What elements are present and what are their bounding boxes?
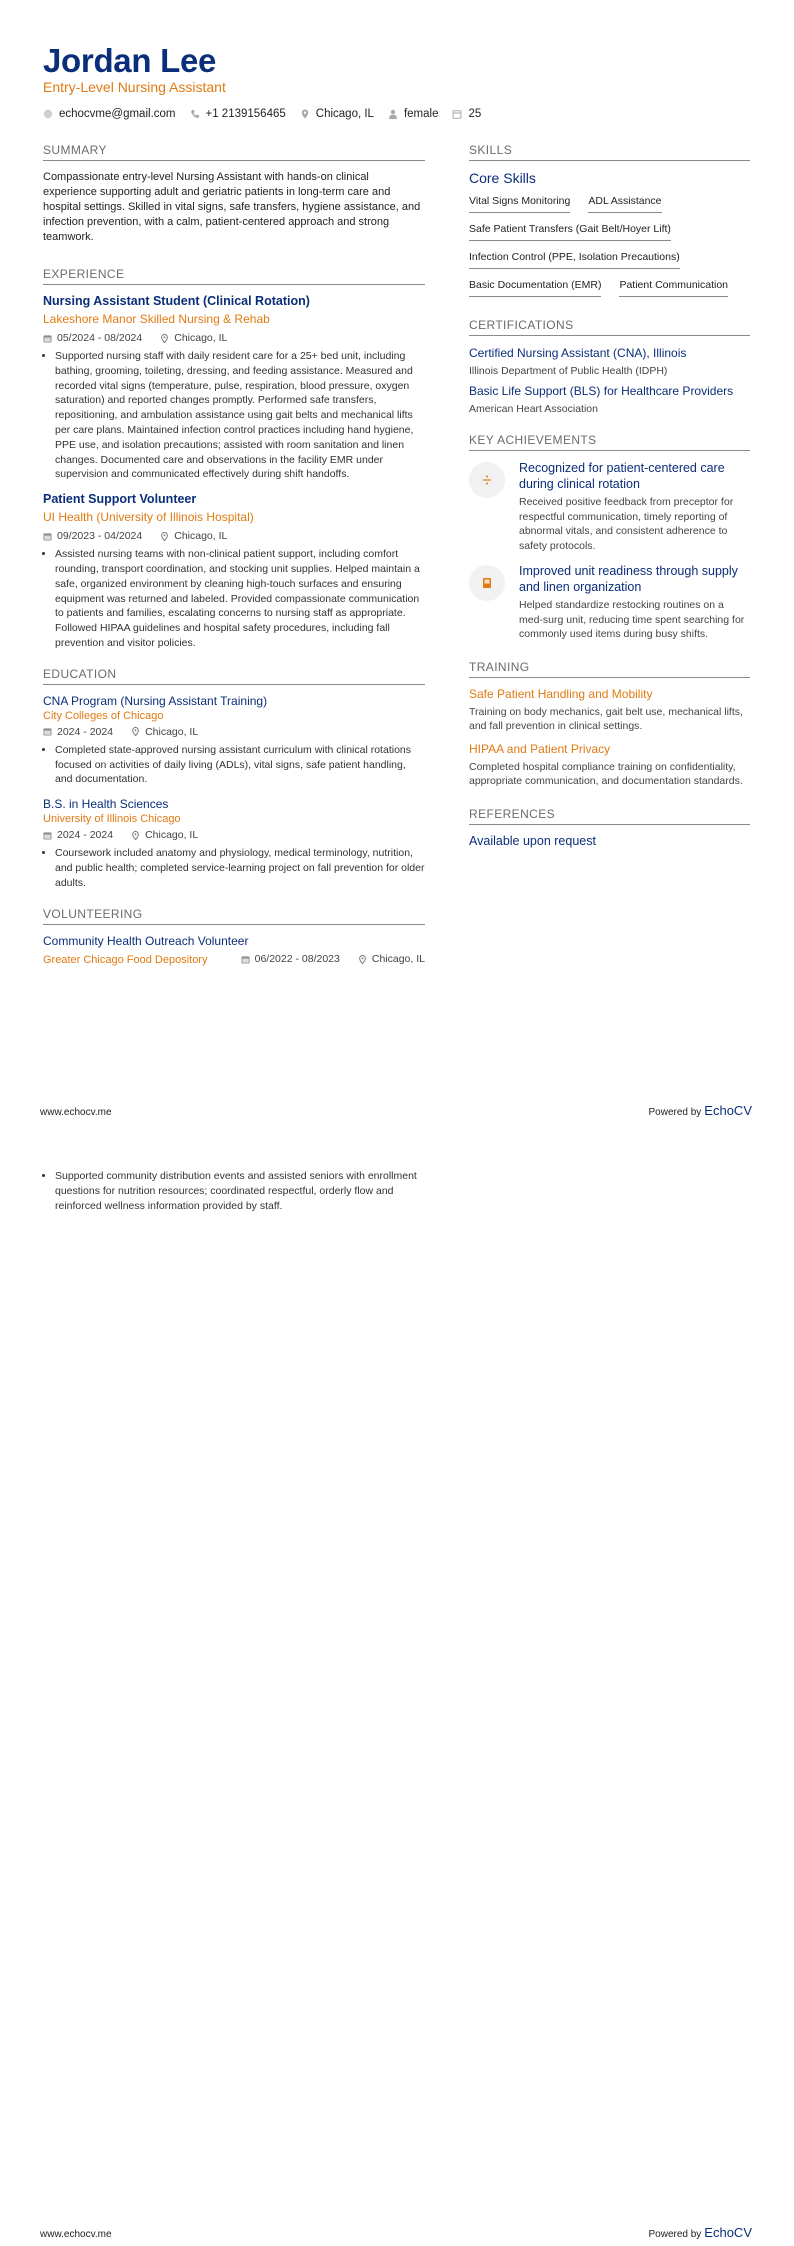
training-item xyxy=(469,742,750,789)
edu-degree: CNA Program (Nursing Assistant Training) xyxy=(43,693,268,708)
edu-bullet: • Coursework included anatomy and physiology, medical terminology, nutrition, and public health; completed service-learning project on fall prevention for older adults. xyxy=(55,846,425,890)
achievement-desc: Received positive feedback from preceptor for respectful communication, timely reporting of abnormal vitals, and consistent adherence to safety protocols. xyxy=(519,496,734,552)
edu-school: University of Illinois Chicago xyxy=(43,813,181,826)
skill-tag: Vital Signs Monitoring xyxy=(469,192,570,213)
summary-heading: SUMMARY xyxy=(43,143,425,161)
volunteer-meta xyxy=(241,953,425,965)
calendar-icon xyxy=(43,831,52,840)
achievement-body xyxy=(519,563,750,642)
location-icon xyxy=(160,334,169,343)
candidate-name: Jordan Lee xyxy=(43,42,217,79)
job-dates: 09/2023 - 04/2024 xyxy=(43,530,142,542)
training-desc: Training on body mechanics, gait belt use, mechanical lifts, and fall prevention in clinical settings. xyxy=(469,705,743,732)
right-column xyxy=(469,143,750,848)
job-org: Lakeshore Manor Skilled Nursing & Rehab xyxy=(43,312,270,326)
skill-tag: Safe Patient Transfers (Gait Belt/Hoyer Lift) xyxy=(469,220,671,241)
left-column xyxy=(43,143,425,978)
job-role: Patient Support Volunteer xyxy=(43,492,197,507)
volunteer-bullets xyxy=(43,1169,425,1213)
education-entry xyxy=(43,694,425,787)
experience-entry xyxy=(43,492,425,651)
contact-gender: female xyxy=(388,108,439,120)
summary-text: Compassionate entry-level Nursing Assistant with hands-on clinical experience supporting adult and geriatric patients in long-term care and hospital settings. Skilled in vital signs, safe transfers, hygiene assistance, and infection prevention, with a calm, patient-centered approach and strong teamwork. xyxy=(43,171,421,243)
job-dates: 05/2024 - 08/2024 xyxy=(43,332,142,344)
location-icon xyxy=(131,831,140,840)
references-text: Available upon request xyxy=(469,833,596,848)
job-bullets xyxy=(43,349,425,482)
cert-issuer: American Heart Association xyxy=(469,403,598,415)
training-title: Safe Patient Handling and Mobility xyxy=(469,686,653,701)
volunteer-bullet: • Supported community distribution events and assisted seniors with enrollment questions for nutrition resources; coordinated respectful, orderly flow and reinforced wellness information provided by staff. xyxy=(55,1169,425,1213)
job-org: UI Health (University of Illinois Hospital) xyxy=(43,510,254,525)
footer-site-link[interactable]: www.echocv.me xyxy=(40,2229,112,2240)
calendar-icon xyxy=(452,109,462,119)
phone-icon xyxy=(190,109,200,119)
candidate-title: Entry-Level Nursing Assistant xyxy=(43,79,226,95)
location-icon xyxy=(131,727,140,736)
skills-heading: SKILLS xyxy=(469,143,750,161)
education-entry xyxy=(43,797,425,890)
job-bullet: • Assisted nursing teams with non-clinical patient support, including comfort rounding, transport coordination, and stocking unit supplies. Helped maintain a safe, organized environment by cleaning high-touch surfaces and ensuring equipment was returned and labeled. Provided compassionate communication to patients and families, escalating concerns to nursing staff as appropriate. Followed HIPAA guidelines and hospital safety procedures, including fall prevention and visitor policies. xyxy=(55,547,425,651)
volunteer-row xyxy=(43,951,425,968)
achievement-item xyxy=(469,460,750,553)
experience-entry xyxy=(43,294,425,482)
page-footer xyxy=(40,1103,752,1118)
volunteer-dates: 06/2022 - 08/2023 xyxy=(241,953,340,965)
edu-location: Chicago, IL xyxy=(131,829,198,841)
footer-powered: Powered by EchoCV xyxy=(648,1103,752,1118)
edu-degree: B.S. in Health Sciences xyxy=(43,797,169,812)
job-meta xyxy=(43,332,425,344)
calendar-icon xyxy=(241,955,250,964)
skills-list xyxy=(469,192,750,304)
job-bullet: • Supported nursing staff with daily resident care for a 25+ bed unit, including bathing, grooming, toileting, dressing, and feeding assistance. Measured and recorded vital signs (temperature, pulse, respiration, blood pressure, oxygen saturation) and reported changes promptly. Performed safe transfers, repositioning, and ambulation assistance using gait belts and mechanical lifts per care plans. Maintained infection control practices including hand hygiene, PPE use, and isolation precautions; assisted with room sanitation and linen changes. Documented care and observations in the facility EMR under supervision and communicated effectively during shift handoffs. xyxy=(55,349,425,482)
job-role: Nursing Assistant Student (Clinical Rotation) xyxy=(43,294,310,308)
edu-meta xyxy=(43,726,425,738)
footer-brand-logo[interactable]: EchoCV xyxy=(704,1103,752,1118)
achievement-body xyxy=(519,460,750,553)
contact-email[interactable]: echocvme@gmail.com xyxy=(43,108,176,120)
education-heading: EDUCATION xyxy=(43,667,425,685)
calendar-icon xyxy=(43,334,52,343)
volunteer-role: Community Health Outreach Volunteer xyxy=(43,933,249,948)
contact-phone[interactable]: +1 2139156465 xyxy=(190,108,286,120)
divide-icon xyxy=(469,462,505,498)
volunteer-org: Greater Chicago Food Depository xyxy=(43,953,208,966)
references-heading: REFERENCES xyxy=(469,807,750,825)
achievement-title: Recognized for patient-centered care during clinical rotation xyxy=(519,461,725,491)
job-location: Chicago, IL xyxy=(160,332,227,344)
contact-location: Chicago, IL xyxy=(300,108,374,120)
training-desc: Completed hospital compliance training on confidentiality, appropriate communication, and documentation standards. xyxy=(469,760,743,787)
job-location: Chicago, IL xyxy=(160,530,227,542)
edu-bullet: • Completed state-approved nursing assistant curriculum with clinical rotations focused on activities of daily living (ADLs), vital signs, safe patient handling, and documentation. xyxy=(55,743,425,787)
location-icon xyxy=(358,955,367,964)
achievement-title: Improved unit readiness through supply and linen organization xyxy=(519,564,738,594)
volunteering-heading: VOLUNTEERING xyxy=(43,907,425,925)
edu-dates: 2024 - 2024 xyxy=(43,726,113,738)
training-title: HIPAA and Patient Privacy xyxy=(469,741,611,756)
location-icon xyxy=(160,532,169,541)
cert-name: Certified Nursing Assistant (CNA), Illinois xyxy=(469,346,687,360)
footer-site-link[interactable]: www.echocv.me xyxy=(40,1107,112,1118)
job-bullets xyxy=(43,547,425,651)
edu-dates: 2024 - 2024 xyxy=(43,829,113,841)
contact-bar xyxy=(43,108,495,120)
achievement-item xyxy=(469,563,750,642)
training-item xyxy=(469,687,750,734)
volunteering-entry xyxy=(43,934,425,968)
certification-item xyxy=(469,345,750,377)
skill-tag: Infection Control (PPE, Isolation Precautions) xyxy=(469,248,680,269)
certifications-heading: CERTIFICATIONS xyxy=(469,318,750,336)
contact-age: 25 xyxy=(452,108,481,120)
person-icon xyxy=(388,109,398,119)
cert-issuer: Illinois Department of Public Health (IDPH) xyxy=(469,365,668,377)
footer-brand-logo[interactable]: EchoCV xyxy=(704,2225,752,2240)
experience-heading: EXPERIENCE xyxy=(43,267,425,285)
cert-name: Basic Life Support (BLS) for Healthcare Providers xyxy=(469,384,734,398)
book-icon xyxy=(469,565,505,601)
volunteering-overflow xyxy=(43,1164,425,1213)
page-footer xyxy=(40,2225,752,2240)
achievements-heading: KEY ACHIEVEMENTS xyxy=(469,433,750,451)
email-icon xyxy=(43,109,53,119)
training-heading: TRAINING xyxy=(469,660,750,678)
edu-school: City Colleges of Chicago xyxy=(43,709,164,722)
job-meta xyxy=(43,530,425,542)
skill-tag: Basic Documentation (EMR) xyxy=(469,276,601,297)
skills-group-title: Core Skills xyxy=(469,170,536,186)
certification-item xyxy=(469,383,750,415)
volunteer-location: Chicago, IL xyxy=(358,953,425,965)
edu-location: Chicago, IL xyxy=(131,726,198,738)
location-icon xyxy=(300,109,310,119)
edu-meta xyxy=(43,829,425,841)
edu-bullets xyxy=(43,743,425,787)
footer-powered: Powered by EchoCV xyxy=(648,2225,752,2240)
calendar-icon xyxy=(43,727,52,736)
edu-bullets xyxy=(43,846,425,890)
skill-tag: ADL Assistance xyxy=(588,192,661,213)
calendar-icon xyxy=(43,532,52,541)
achievement-desc: Helped standardize restocking routines on a med-surg unit, reducing time spent searching for commonly used items during busy shifts. xyxy=(519,599,745,640)
skill-tag: Patient Communication xyxy=(619,276,728,297)
